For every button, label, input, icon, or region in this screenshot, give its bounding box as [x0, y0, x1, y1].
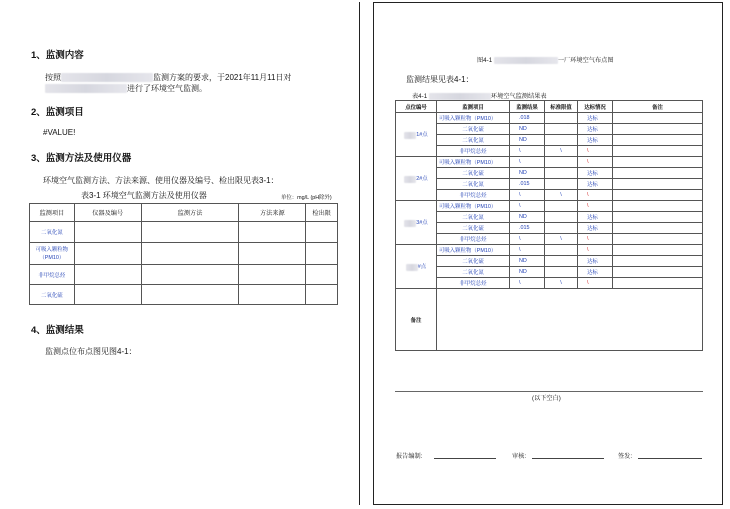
item-cell: 非甲烷总烃: [437, 146, 510, 157]
note-cell: [613, 223, 703, 234]
note-cell: [613, 245, 703, 256]
result-cell: \: [510, 234, 545, 245]
redacted-text: [404, 176, 416, 183]
result-cell: ND: [510, 124, 545, 135]
note-cell: [613, 267, 703, 278]
table-row: [396, 223, 703, 234]
redacted-text: [429, 93, 491, 100]
limit-cell: [545, 168, 578, 179]
result-cell: ND: [510, 168, 545, 179]
limit-cell: [545, 157, 578, 168]
header-cell: 备注: [613, 101, 703, 113]
table-row: [396, 190, 703, 201]
header-cell: 监测项目: [30, 204, 75, 222]
table-row: [396, 234, 703, 245]
limit-cell: \: [545, 278, 578, 289]
section-1-text: 按照 监测方案的要求，于2021年11月11日对: [45, 73, 292, 82]
result-cell: \: [510, 201, 545, 212]
status-cell: \: [578, 157, 613, 168]
table-row: [396, 278, 703, 289]
item-cell: 可吸入颗粒物（PM10）: [437, 201, 510, 212]
item-cell: 二氧化硫: [437, 168, 510, 179]
limit-cell: \: [545, 190, 578, 201]
status-cell: \: [578, 190, 613, 201]
sign-prepared-line: [434, 458, 496, 459]
status-cell: \: [578, 146, 613, 157]
table-row: [396, 146, 703, 157]
table-row: [396, 113, 703, 124]
limit-cell: [545, 223, 578, 234]
point-cell: [396, 201, 437, 245]
item-cell: 二氧化硫: [437, 223, 510, 234]
item-cell: 非甲烷总烃: [437, 278, 510, 289]
result-cell: \: [510, 245, 545, 256]
limit-cell: [545, 256, 578, 267]
table-row: [396, 179, 703, 190]
redacted-text: [404, 132, 416, 139]
table-row: [396, 212, 703, 223]
status-cell: \: [578, 278, 613, 289]
section-3-text: 环境空气监测方法、方法来源、使用仪器及编号、检出限见表3-1：: [43, 176, 279, 185]
status-cell: 达标: [578, 113, 613, 124]
table-row: [396, 256, 703, 267]
figure-4-1-caption: 图4-1 一厂环境空气布点图: [477, 57, 614, 64]
table-row-label: 二氧化硫: [30, 285, 75, 305]
limit-cell: [545, 179, 578, 190]
status-cell: \: [578, 234, 613, 245]
blank-note: (以下空白): [532, 395, 561, 402]
note-cell: [613, 135, 703, 146]
table-3-1-caption: 表3-1 环境空气监测方法及使用仪器: [81, 191, 207, 200]
status-cell: 达标: [578, 256, 613, 267]
note-cell: [613, 256, 703, 267]
limit-cell: [545, 267, 578, 278]
limit-cell: [545, 212, 578, 223]
note-cell: [613, 157, 703, 168]
limit-cell: \: [545, 234, 578, 245]
result-cell: ND: [510, 267, 545, 278]
point-cell: [396, 157, 437, 201]
redacted-text: [61, 73, 153, 82]
header-cell: 仪器及编号: [74, 204, 141, 222]
point-cell: [396, 113, 437, 157]
status-cell: 达标: [578, 212, 613, 223]
sign-sign-label: 签发:: [618, 453, 633, 460]
sign-sign-line: [638, 458, 702, 459]
status-cell: \: [578, 245, 613, 256]
item-cell: 二氧化氮: [437, 267, 510, 278]
header-cell: 方法来源: [239, 204, 306, 222]
note-cell: [613, 124, 703, 135]
divider: [395, 391, 703, 392]
result-cell: ND: [510, 135, 545, 146]
result-cell: \: [510, 146, 545, 157]
item-cell: 可吸入颗粒物（PM10）: [437, 157, 510, 168]
table-3-1-unit: 单位：mg/L (pH除外): [281, 195, 332, 201]
redacted-text: [406, 264, 418, 271]
redacted-text: [404, 220, 416, 227]
table-row: [396, 168, 703, 179]
header-cell: 检出限: [306, 204, 338, 222]
item-cell: 二氧化氮: [437, 212, 510, 223]
result-text: 监测结果见表4-1：: [406, 75, 474, 84]
redacted-text: [494, 57, 558, 64]
status-cell: \: [578, 201, 613, 212]
item-cell: 二氧化氮: [437, 179, 510, 190]
section-1-text-2: 进行了环境空气监测。: [45, 83, 207, 94]
item-cell: 非甲烷总烃: [437, 190, 510, 201]
result-cell: ND: [510, 212, 545, 223]
note-cell: [613, 190, 703, 201]
table-4-1: [395, 100, 703, 351]
left-page: [3, 2, 360, 505]
sign-review-line: [532, 458, 604, 459]
point-label: 2#点: [416, 176, 428, 183]
table-row: [396, 201, 703, 212]
header-cell: 达标情况: [578, 101, 613, 113]
section-1-title: 1、监测内容: [31, 50, 84, 61]
note-cell: [613, 113, 703, 124]
result-cell: \: [510, 157, 545, 168]
note-cell: [613, 278, 703, 289]
item-cell: 二氧化硫: [437, 124, 510, 135]
status-cell: 达标: [578, 267, 613, 278]
result-cell: ND: [510, 256, 545, 267]
section-3-title: 3、监测方法及使用仪器: [31, 153, 132, 164]
section-2-title: 2、监测项目: [31, 107, 84, 118]
table-row: [396, 124, 703, 135]
item-cell: 可吸入颗粒物（PM10）: [437, 245, 510, 256]
right-page: [373, 2, 723, 505]
table-row-label: 二氧化氮: [30, 222, 75, 243]
item-cell: 非甲烷总烃: [437, 234, 510, 245]
limit-cell: [545, 201, 578, 212]
redacted-text: [45, 84, 127, 93]
item-cell: 二氧化硫: [437, 256, 510, 267]
note-cell: [613, 146, 703, 157]
table-3-1: [29, 203, 338, 305]
note-cell: [613, 168, 703, 179]
note-cell: [613, 179, 703, 190]
header-cell: 监测结果: [510, 101, 545, 113]
item-cell: 二氧化氮: [437, 135, 510, 146]
remarks-label: 备注: [396, 289, 437, 351]
table-row-label: 可吸入颗粒物（PM10）: [30, 243, 75, 265]
limit-cell: \: [545, 146, 578, 157]
sign-review-label: 审核:: [512, 453, 527, 460]
note-cell: [613, 234, 703, 245]
limit-cell: [545, 113, 578, 124]
status-cell: 达标: [578, 168, 613, 179]
header-cell: 监测项目: [437, 101, 510, 113]
status-cell: 达标: [578, 179, 613, 190]
section-2-value: #VALUE!: [43, 128, 76, 137]
point-label: #点: [417, 264, 427, 271]
status-cell: 达标: [578, 135, 613, 146]
table-row: [396, 157, 703, 168]
limit-cell: [545, 245, 578, 256]
header-cell: 标准限值: [545, 101, 578, 113]
limit-cell: [545, 124, 578, 135]
note-cell: [613, 201, 703, 212]
point-label: 1#点: [416, 132, 428, 139]
result-cell: \: [510, 190, 545, 201]
table-row: [396, 245, 703, 256]
note-cell: [613, 212, 703, 223]
status-cell: 达标: [578, 124, 613, 135]
point-label: 3#点: [416, 220, 428, 227]
result-cell: .018: [510, 113, 545, 124]
remarks-content: [437, 289, 703, 351]
sign-prepared-label: 报告编制:: [396, 453, 423, 460]
section-4-text: 监测点位布点图见图4-1：: [45, 347, 137, 356]
result-cell: .015: [510, 223, 545, 234]
limit-cell: [545, 135, 578, 146]
section-4-title: 4、监测结果: [31, 325, 84, 336]
table-row-label: 非甲烷总烃: [30, 265, 75, 285]
point-cell: [396, 245, 437, 289]
result-cell: .015: [510, 179, 545, 190]
item-cell: 可吸入颗粒物（PM10）: [437, 113, 510, 124]
table-row: [396, 267, 703, 278]
table-row: [396, 135, 703, 146]
result-cell: \: [510, 278, 545, 289]
header-cell: 监测方法: [141, 204, 239, 222]
status-cell: 达标: [578, 223, 613, 234]
table-4-1-caption: 表4-1 环境空气监测结果表: [412, 93, 547, 100]
header-cell: 点位编号: [396, 101, 437, 113]
